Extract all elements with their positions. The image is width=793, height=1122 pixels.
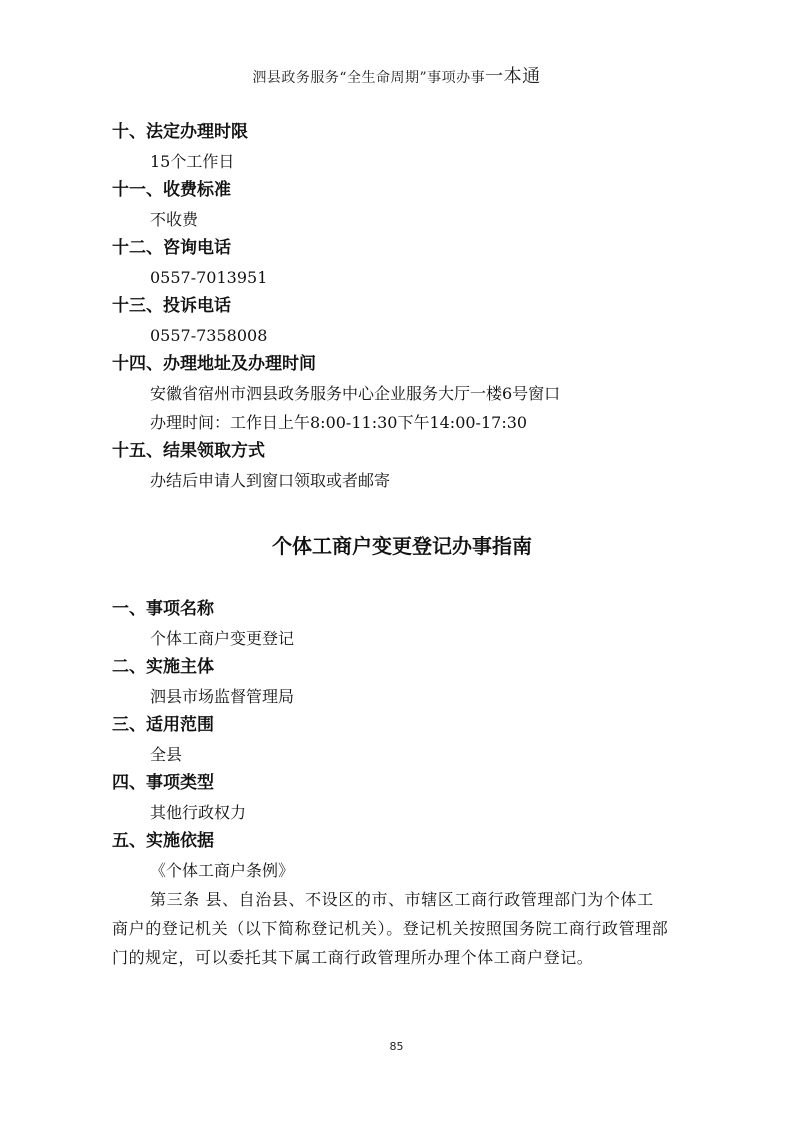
section-heading: 十一、收费标准 (112, 180, 231, 200)
section-consult-phone (112, 234, 692, 292)
section-heading: 十四、办理地址及办理时间 (112, 354, 316, 374)
page-content (112, 118, 692, 972)
page-header (0, 62, 793, 88)
page-number: 85 (389, 1040, 404, 1053)
section-body: 15个工作日 (150, 152, 235, 171)
section-heading: 五、实施依据 (112, 831, 214, 851)
section-heading: 一、事项名称 (112, 599, 214, 619)
section-body: 办结后申请人到窗口领取或者邮寄 (150, 471, 391, 490)
section-item-type (112, 769, 692, 827)
section-body: 泗县市场监督管理局 (150, 687, 295, 706)
regulation-title: 《个体工商户条例》 (150, 861, 295, 880)
section-time-limit (112, 118, 692, 176)
section-legal-basis (112, 827, 692, 972)
section-heading: 十五、结果领取方式 (112, 441, 265, 461)
section-heading: 二、实施主体 (112, 657, 214, 677)
header-emphasis: 一本通 (485, 66, 541, 87)
section-body: 个体工商户变更登记 (150, 629, 295, 648)
section-heading: 四、事项类型 (112, 773, 214, 793)
section-implementing-body (112, 653, 692, 711)
section-fee-standard (112, 176, 692, 234)
office-address: 安徽省宿州市泗县政务服务中心企业服务大厅一楼6号窗口 (150, 384, 561, 403)
header-prefix: 泗县政务服务“全生命周期”事项办事 (252, 70, 486, 86)
section-heading: 三、适用范围 (112, 715, 214, 735)
section-heading: 十二、咨询电话 (112, 238, 231, 258)
section-body: 全县 (150, 745, 183, 764)
section-heading: 十三、投诉电话 (112, 296, 231, 316)
section-body: 不收费 (150, 210, 199, 229)
section-scope (112, 711, 692, 769)
guide-title: 个体工商户变更登记办事指南 (272, 534, 532, 558)
complaint-phone-number: 0557-7358008 (150, 326, 268, 345)
section-complaint-phone (112, 292, 692, 350)
consult-phone-number: 0557-7013951 (150, 268, 268, 287)
section-body: 其他行政权力 (150, 803, 247, 822)
office-hours: 办理时间：工作日上午8:00-11:30下午14:00-17:30 (150, 413, 528, 432)
section-heading: 十、法定办理时限 (112, 122, 248, 142)
regulation-article-text: 第三条 县、自治县、不设区的市、市辖区工商行政管理部门为个体工商户的登记机关（以下简称登记机关）。登记机关按照国务院工商行政管理部门的规定，可以委托其下属工商行政管理所办理个体工商户登记。 (112, 890, 669, 967)
section-item-name (112, 595, 692, 653)
section-address-hours (112, 350, 692, 437)
section-result-pickup (112, 437, 692, 495)
